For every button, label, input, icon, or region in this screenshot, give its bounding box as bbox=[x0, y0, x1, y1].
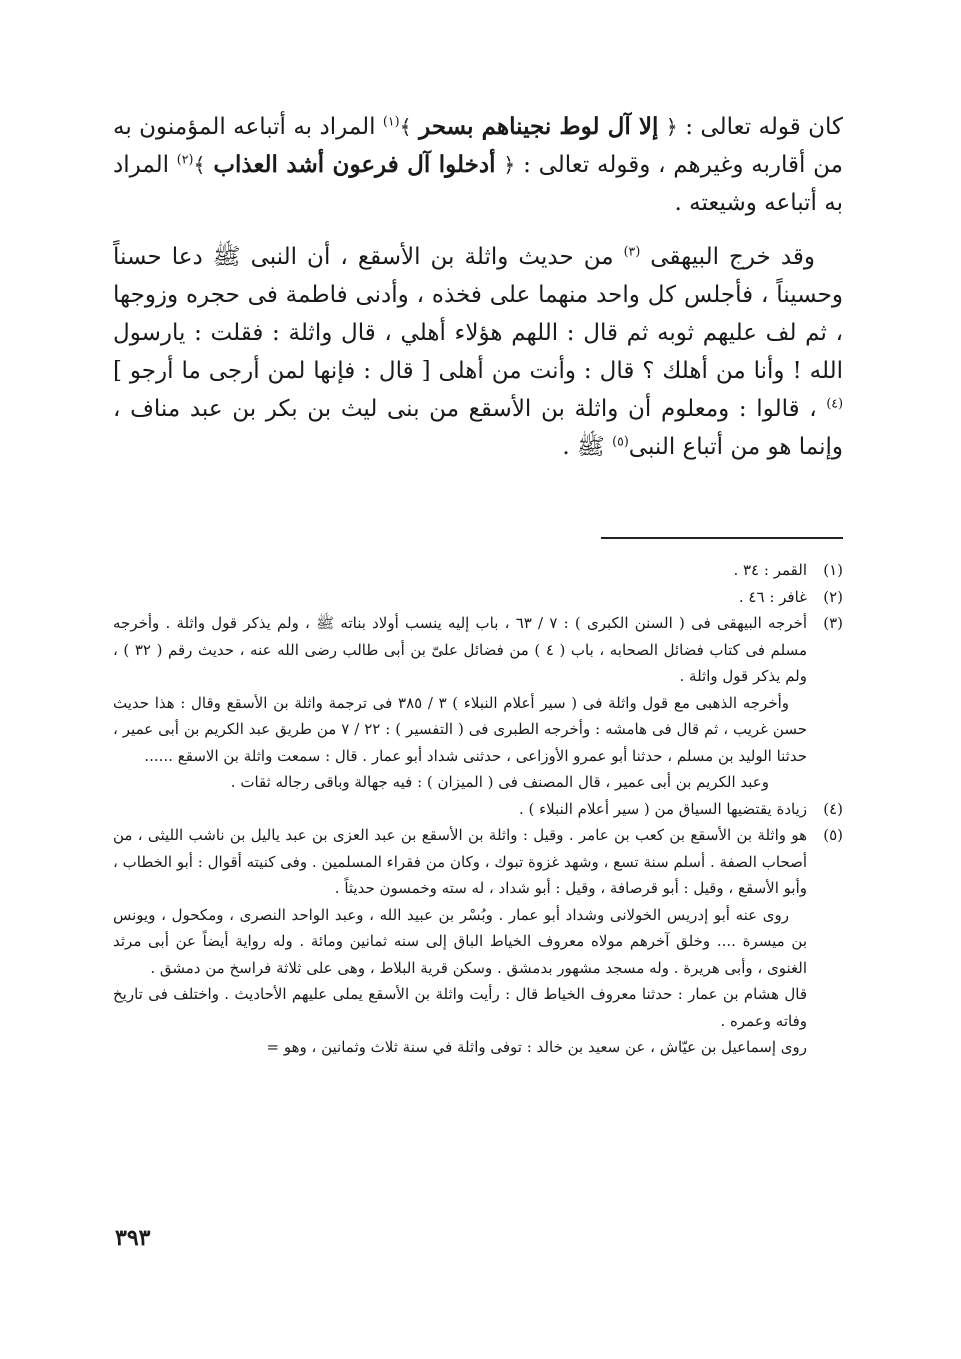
footnote-text: روى إسماعيل بن عيّاش ، عن سعيد بن خالد : توفى واثلة في سنة ثلاث وثمانين ، وهو = bbox=[266, 1038, 807, 1056]
footnote-text: قال هشام بن عمار : حدثنا معروف الخياط قال : رأيت واثلة بن الأسقع يملى عليهم الأحاديث . واختلف فى تاريخ وفاته وعمره . bbox=[113, 985, 807, 1030]
footnote-number: (٥) bbox=[823, 826, 843, 844]
footnote-ref-2[interactable]: (٢) bbox=[176, 151, 194, 167]
footnote-ref-3[interactable]: (٣) bbox=[623, 243, 641, 259]
quran-close-bracket: ﴾ bbox=[399, 115, 412, 139]
footnote-ref-5[interactable]: (٥) bbox=[612, 433, 629, 449]
p1-text-3: المراد به أتباعه وشيعته . bbox=[113, 152, 843, 216]
footnote-1 bbox=[113, 557, 843, 584]
footnote-text: أخرجه البيهقى فى ( السنن الكبرى ) : ٧ / ٦٣ ، باب إليه ينسب أولاد بناته ﷺ ، ولم يذكر قول واثلة . وأخرجه مسلم فى كتاب فضائل الصحابه ، باب ( ٤ ) من فضائل علىّ بن أبى طالب رضى الله عنه ، حديث رقم ( ٣٢ ) ، ولم يذكر قول واثلة . bbox=[113, 614, 808, 685]
footnote-text: زيادة يقتضيها السياق من ( سير أعلام النبلاء ) . bbox=[518, 799, 807, 818]
footnote-ref-4[interactable]: (٤) bbox=[826, 395, 844, 411]
footnote-3 bbox=[113, 610, 843, 796]
p2-text-4: ﷺ . bbox=[562, 434, 605, 460]
footnote-4 bbox=[113, 796, 843, 823]
page-number: ٣٩٣ bbox=[115, 1225, 151, 1251]
footnotes bbox=[113, 557, 843, 1061]
footnote-number: (٣) bbox=[823, 614, 843, 632]
p2-text-3: ، قالوا : ومعلوم أن واثلة بن الأسقع من بنى ليث بن بكر بن عبد مناف ، وإنما هو من أتباع النبى bbox=[113, 396, 843, 460]
quran-close-bracket: ﴾ bbox=[193, 153, 206, 177]
footnote-ref-1[interactable]: (١) bbox=[382, 113, 400, 129]
quran-verse-1: إلا آل لوط نجيناهم بسحر bbox=[419, 113, 659, 140]
footnote-number: (١) bbox=[823, 561, 843, 579]
p2-text-1: وقد خرج البيهقى bbox=[650, 244, 815, 270]
quran-verse-2: أدخلوا آل فرعون أشد العذاب bbox=[213, 151, 496, 178]
footnote-2 bbox=[113, 584, 843, 611]
footnote-text: وعبد الكريم بن أبى عمير ، قال المصنف فى ( الميزان ) : فيه جهالة وباقى رجاله ثقات . bbox=[230, 773, 769, 791]
quran-open-bracket: ﴿ bbox=[503, 153, 516, 177]
footnote-text: غافر : ٤٦ . bbox=[738, 587, 807, 606]
main-text bbox=[113, 108, 843, 466]
footnote-text: هو واثلة بن الأسقع بن كعب بن عامر . وقيل : واثلة بن الأسقع بن عبد العزى بن عبد ياليل بن ناشب الليثى ، من أصحاب الصفة . أسلم سنة تسع ، وشهد غزوة تبوك ، وكان من فقراء المسلمين . وفى كنيته أقوال : أبو الخطاب ، وأبو الأسقع ، وقيل : أبو قرصافة ، وقيل : أبو شداد ، له سته وخمسون حديثاً . bbox=[113, 826, 807, 897]
footnote-separator bbox=[601, 537, 843, 539]
p1-text-1: كان قوله تعالى : bbox=[685, 114, 843, 140]
paragraph-2 bbox=[113, 238, 843, 466]
footnote-number: (٤) bbox=[823, 799, 843, 818]
p1-text-2: المراد به أتباعه المؤمنون به من أقاربه وغيرهم ، وقوله تعالى : bbox=[113, 114, 844, 178]
footnote-text: وأخرجه الذهبى مع قول واثلة فى ( سير أعلام النبلاء ) ٣ / ٣٨٥ فى ترجمة واثلة بن الأسقع وقال : هذا حديث حسن غريب ، ثم قال فى هامشه : وأخرجه الطبرى فى ( التفسير ) : ٢٢ / ٧ من طريق عبد الكريم بن أبى عمير ، حدثنا الوليد بن مسلم ، حدثنا أبو عمرو الأوزاعى ، حدثنى شداد أبو عمار . قال : سمعت واثلة بن الاسقع ...... bbox=[113, 693, 807, 765]
footnote-5 bbox=[113, 822, 843, 1061]
footnote-text: القمر : ٣٤ . bbox=[733, 561, 807, 579]
p2-text-2: من حديث واثلة بن الأسقع ، أن النبى ﷺ دعا حسناً وحسيناً ، فأجلس كل واحد منهما على فخذه ، وأدنى فاطمة فى حجره وزوجها ، ثم لف عليهم ثوبه ثم قال : اللهم هؤلاء أهلي ، قال واثلة : فقلت : يارسول الله ! وأنا من أهلك ؟ قال : وأنت من أهلى [ قال : فإنها لمن أرجى ما أرجو ] bbox=[113, 244, 843, 384]
footnote-text: روى عنه أبو إدريس الخولانى وشداد أبو عمار . وبُسْر بن عبيد الله ، وعبد الواحد النصرى ، ومكحول ، ويونس بن ميسرة .... وخلق آخرهم مولاه معروف الخياط الباق إلى سنه ثمانين ومائة . وله رواية أيضاً عن أبى مرثد الغنوى ، وأبى هريرة . وله مسجد مشهور بدمشق . وسكن قرية البلاط ، وهى على ثلاثة فراسخ من دمشق . bbox=[113, 905, 807, 977]
footnote-number: (٢) bbox=[823, 587, 843, 606]
paragraph-1 bbox=[113, 108, 843, 222]
quran-open-bracket: ﴿ bbox=[665, 115, 678, 139]
